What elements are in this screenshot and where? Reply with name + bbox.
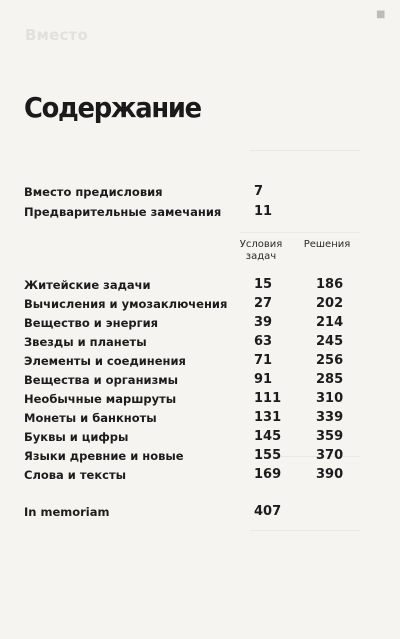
toc-solution-number: 390 (316, 467, 344, 482)
bleed-through-line (250, 150, 360, 151)
toc-row (24, 276, 364, 294)
toc-label: Вместо предисловия (24, 185, 163, 199)
toc-page-number: 7 (254, 184, 264, 199)
column-header-line: Условия (239, 239, 283, 250)
toc-label: Вещество и энергия (24, 316, 159, 330)
toc-page-number: 91 (254, 372, 273, 387)
toc-row (24, 390, 364, 408)
toc-solution-number: 370 (316, 448, 344, 463)
toc-label: Вещества и организмы (24, 373, 179, 387)
toc-page-number: 11 (254, 204, 273, 219)
toc-row-preface (24, 183, 364, 201)
toc-label: Языки древние и новые (24, 449, 184, 463)
toc-page-number: 145 (254, 429, 282, 444)
toc-page-number: 169 (254, 467, 282, 482)
bleed-through-line (240, 232, 360, 233)
toc-page-number: 15 (254, 277, 273, 292)
toc-row (24, 447, 364, 465)
toc-row (24, 466, 364, 484)
toc-page-number: 155 (254, 448, 282, 463)
toc-row-notes (24, 203, 364, 221)
corner-mark-icon: ■ (376, 9, 386, 20)
toc-solution-number: 285 (316, 372, 344, 387)
toc-page-number: 111 (254, 391, 282, 406)
toc-solution-number: 256 (316, 353, 344, 368)
toc-solution-number: 245 (316, 334, 344, 349)
toc-solution-number: 359 (316, 429, 344, 444)
column-header-line: задач (245, 251, 277, 262)
toc-row (24, 314, 364, 332)
toc-row (24, 333, 364, 351)
toc-row (24, 371, 364, 389)
toc-solution-number: 214 (316, 315, 344, 330)
toc-page-number: 407 (254, 504, 282, 519)
toc-label: Предварительные замечания (24, 205, 222, 219)
toc-row (24, 352, 364, 370)
toc-page-number: 27 (254, 296, 273, 311)
page-title: Содержание (24, 91, 201, 124)
bleed-through-text: Вместо (25, 26, 88, 44)
column-header-solutions: Решения (303, 239, 351, 250)
toc-label: Элементы и соединения (24, 354, 186, 368)
toc-label: Звезды и планеты (24, 335, 147, 349)
toc-label: Монеты и банкноты (24, 411, 157, 425)
column-header-conditions (237, 239, 285, 263)
toc-label: Вычисления и умозаключения (24, 297, 228, 311)
toc-solution-number: 202 (316, 296, 344, 311)
toc-row-memoriam (24, 503, 364, 521)
toc-page-number: 63 (254, 334, 273, 349)
toc-page-number: 39 (254, 315, 273, 330)
toc-page-number: 71 (254, 353, 273, 368)
toc-row (24, 295, 364, 313)
toc-label: Необычные маршруты (24, 392, 177, 406)
toc-solution-number: 186 (316, 277, 344, 292)
toc-label: Житейские задачи (24, 278, 151, 292)
toc-page-number: 131 (254, 410, 282, 425)
toc-row (24, 428, 364, 446)
toc-label: Буквы и цифры (24, 430, 129, 444)
toc-row (24, 409, 364, 427)
toc-solution-number: 339 (316, 410, 344, 425)
toc-solution-number: 310 (316, 391, 344, 406)
toc-label: Слова и тексты (24, 468, 127, 482)
toc-label: In memoriam (24, 505, 110, 519)
bleed-through-line (250, 530, 360, 531)
